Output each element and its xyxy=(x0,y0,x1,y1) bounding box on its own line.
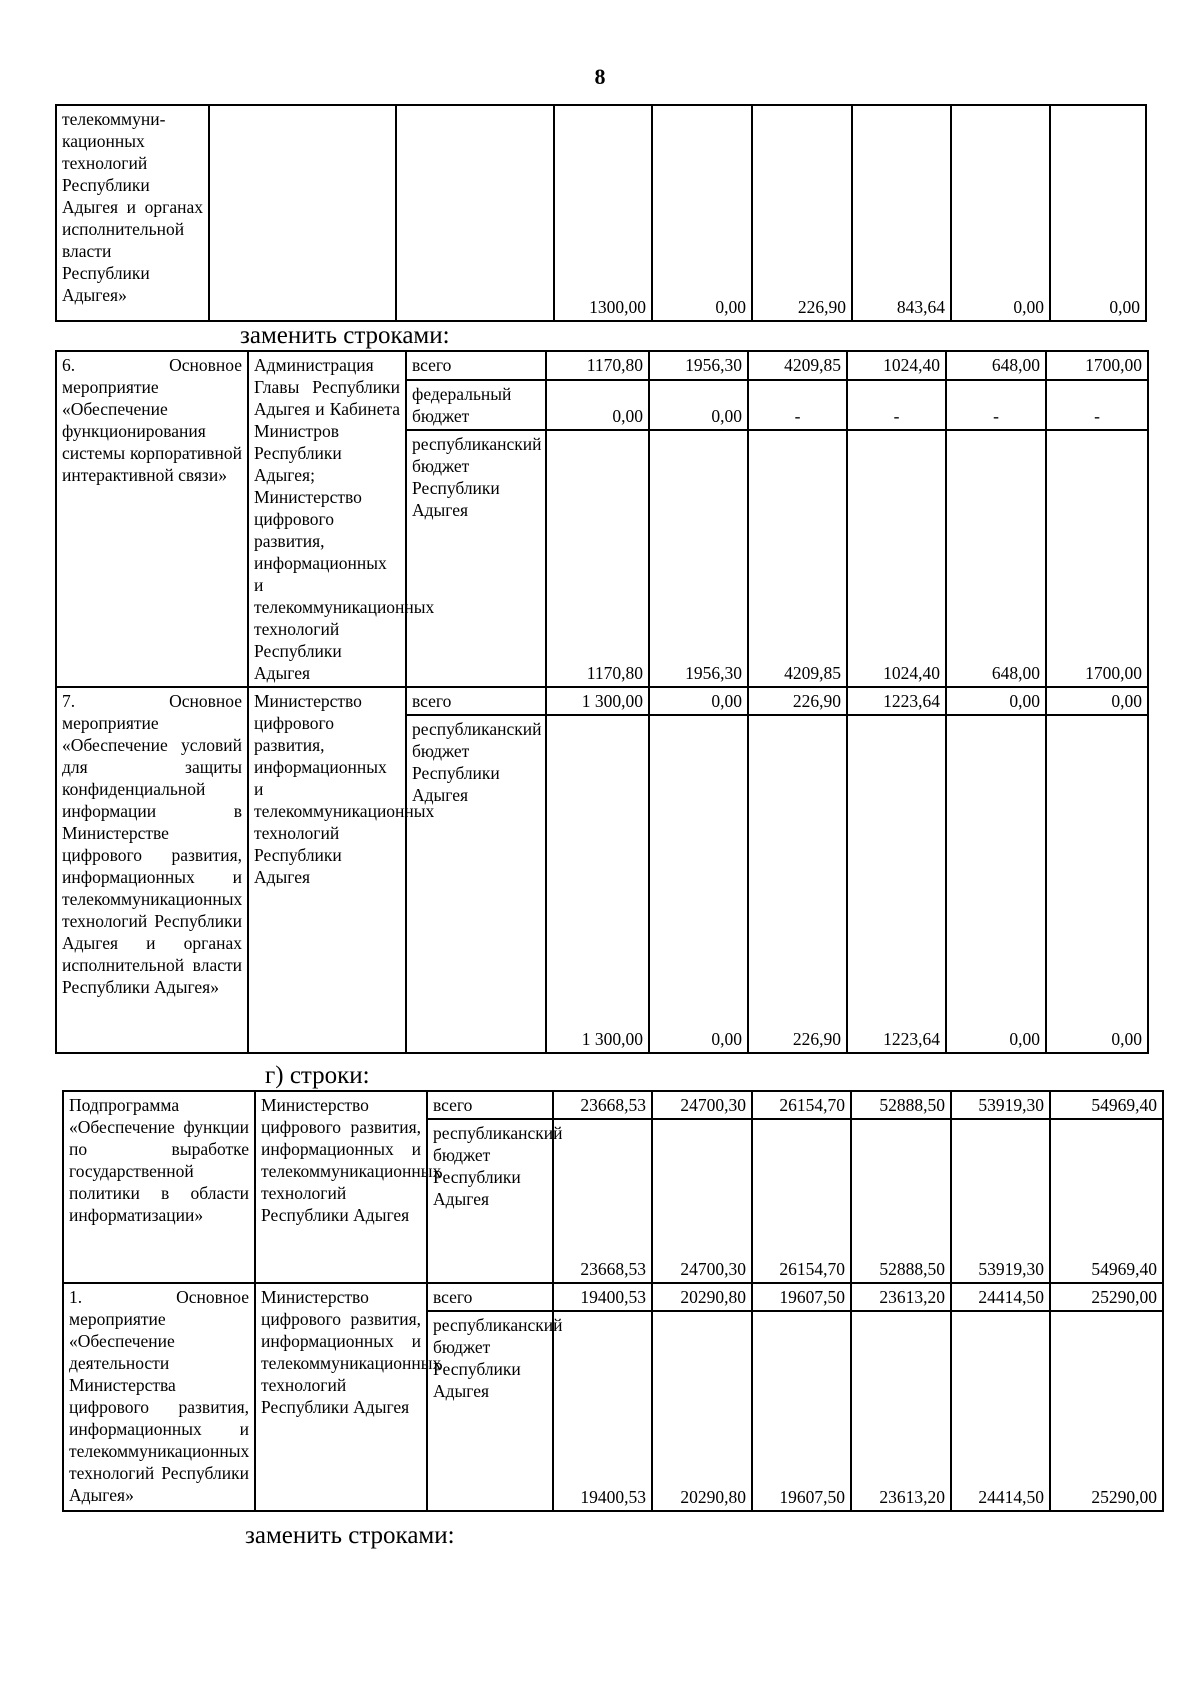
source-cell: всего xyxy=(406,351,546,380)
executor-cell: Министерство цифрового развития, информационных и телекоммуникационных технологий Республики Адыгея xyxy=(255,1283,427,1511)
source-cell: федеральный бюджет xyxy=(406,380,546,431)
value-cell: 1024,40 xyxy=(847,351,946,380)
budget-table-subprogram xyxy=(62,1090,1164,1512)
value-cell: 1170,80 xyxy=(546,430,649,687)
section-heading: заменить строками: xyxy=(245,1522,455,1549)
value-cell: 54969,40 xyxy=(1050,1119,1163,1283)
value-cell: 648,00 xyxy=(946,430,1046,687)
value-cell: - xyxy=(748,380,847,431)
value-cell: 19607,50 xyxy=(752,1311,851,1511)
value-cell: 52888,50 xyxy=(851,1091,951,1119)
value-cell: 0,00 xyxy=(652,105,752,321)
value-cell: 0,00 xyxy=(1050,105,1146,321)
value-cell: 23613,20 xyxy=(851,1311,951,1511)
value-cell: 24414,50 xyxy=(951,1283,1050,1311)
value-cell: 25290,00 xyxy=(1050,1311,1163,1511)
executor-cell: Министерство цифрового развития, информационных и телекоммуникационных технологий Республики Адыгея xyxy=(248,687,406,1053)
value-cell: 0,00 xyxy=(649,380,748,431)
value-cell: 1170,80 xyxy=(546,351,649,380)
source-cell: республиканский бюджет Республики Адыгея xyxy=(406,715,546,1053)
value-cell: 23668,53 xyxy=(553,1119,652,1283)
budget-table-replacement xyxy=(55,350,1149,1054)
table-row xyxy=(63,1283,1163,1311)
value-cell: 0,00 xyxy=(1046,687,1148,715)
value-cell: - xyxy=(946,380,1046,431)
table-row xyxy=(56,105,1146,321)
value-cell: 226,90 xyxy=(748,715,847,1053)
value-cell: 1956,30 xyxy=(649,430,748,687)
value-cell: 0,00 xyxy=(1046,715,1148,1053)
table-row xyxy=(63,1091,1163,1119)
value-cell: 1 300,00 xyxy=(546,687,649,715)
event-name-cell: 6. Основное мероприятие «Обеспечение функционирования системы корпоративной интерактивной связи» xyxy=(56,351,248,687)
value-cell: 1700,00 xyxy=(1046,430,1148,687)
value-cell: 226,90 xyxy=(748,687,847,715)
event-name-cell: 7. Основное мероприятие «Обеспечение условий для защиты конфиденциальной информации в Министерстве цифрового развития, информационных и телекоммуникационных технологий Республики Адыгея и органах исполнительной власти Республики Адыгея» xyxy=(56,687,248,1053)
value-cell: 0,00 xyxy=(951,105,1050,321)
source-cell: всего xyxy=(406,687,546,715)
value-cell: - xyxy=(1046,380,1148,431)
value-cell: 24700,30 xyxy=(652,1119,752,1283)
table-row xyxy=(56,351,1148,380)
value-cell: 19400,53 xyxy=(553,1311,652,1511)
source-cell xyxy=(396,105,554,321)
value-cell: 20290,80 xyxy=(652,1283,752,1311)
value-cell: 19607,50 xyxy=(752,1283,851,1311)
value-cell: 23668,53 xyxy=(553,1091,652,1119)
value-cell: 0,00 xyxy=(546,380,649,431)
section-heading: г) строки: xyxy=(265,1062,370,1089)
value-cell: 26154,70 xyxy=(752,1119,851,1283)
value-cell: 226,90 xyxy=(752,105,852,321)
value-cell: 25290,00 xyxy=(1050,1283,1163,1311)
value-cell: 0,00 xyxy=(649,715,748,1053)
value-cell: 1 300,00 xyxy=(546,715,649,1053)
source-cell: республиканский бюджет Республики Адыгея xyxy=(427,1119,553,1283)
value-cell: 4209,85 xyxy=(748,351,847,380)
executor-cell: Администрация Главы Республики Адыгея и Кабинета Министров Республики Адыгея; Министерство цифрового развития, информационных и телекоммуникационных технологий Республики Адыгея xyxy=(248,351,406,687)
page-number: 8 xyxy=(594,64,606,89)
value-cell: 52888,50 xyxy=(851,1119,951,1283)
executor-cell: Министерство цифрового развития, информационных и телекоммуникационных технологий Республики Адыгея xyxy=(255,1091,427,1283)
value-cell: 0,00 xyxy=(649,687,748,715)
value-cell: 1223,64 xyxy=(847,715,946,1053)
source-cell: республиканский бюджет Республики Адыгея xyxy=(427,1311,553,1511)
value-cell: 0,00 xyxy=(946,715,1046,1053)
source-cell: всего xyxy=(427,1283,553,1311)
source-cell: всего xyxy=(427,1091,553,1119)
value-cell: 1024,40 xyxy=(847,430,946,687)
value-cell: 19400,53 xyxy=(553,1283,652,1311)
budget-table-continuation xyxy=(55,104,1147,322)
value-cell: 1956,30 xyxy=(649,351,748,380)
value-cell: 54969,40 xyxy=(1050,1091,1163,1119)
section-heading: заменить строками: xyxy=(240,322,450,349)
table-row xyxy=(56,687,1148,715)
value-cell: 24700,30 xyxy=(652,1091,752,1119)
value-cell: 1223,64 xyxy=(847,687,946,715)
source-cell: республиканский бюджет Республики Адыгея xyxy=(406,430,546,687)
event-name-cell: 1. Основное мероприятие «Обеспечение деятельности Министерства цифрового развития, информационных и телекоммуникационных технологий Республики Адыгея» xyxy=(63,1283,255,1511)
value-cell: 648,00 xyxy=(946,351,1046,380)
value-cell: 53919,30 xyxy=(951,1119,1050,1283)
value-cell: 20290,80 xyxy=(652,1311,752,1511)
value-cell: 26154,70 xyxy=(752,1091,851,1119)
value-cell: 23613,20 xyxy=(851,1283,951,1311)
value-cell: 0,00 xyxy=(946,687,1046,715)
value-cell: 1700,00 xyxy=(1046,351,1148,380)
value-cell: 4209,85 xyxy=(748,430,847,687)
value-cell: 24414,50 xyxy=(951,1311,1050,1511)
executor-cell xyxy=(209,105,396,321)
value-cell: 1300,00 xyxy=(554,105,652,321)
value-cell: 843,64 xyxy=(852,105,951,321)
value-cell: - xyxy=(847,380,946,431)
value-cell: 53919,30 xyxy=(951,1091,1050,1119)
event-name-cell: Подпрограмма «Обеспечение функции по выработке государственной политики в области информатизации» xyxy=(63,1091,255,1283)
event-name-cell: телекоммуни-кационных технологий Республики Адыгея и органах исполнительной власти Республики Адыгея» xyxy=(56,105,209,321)
